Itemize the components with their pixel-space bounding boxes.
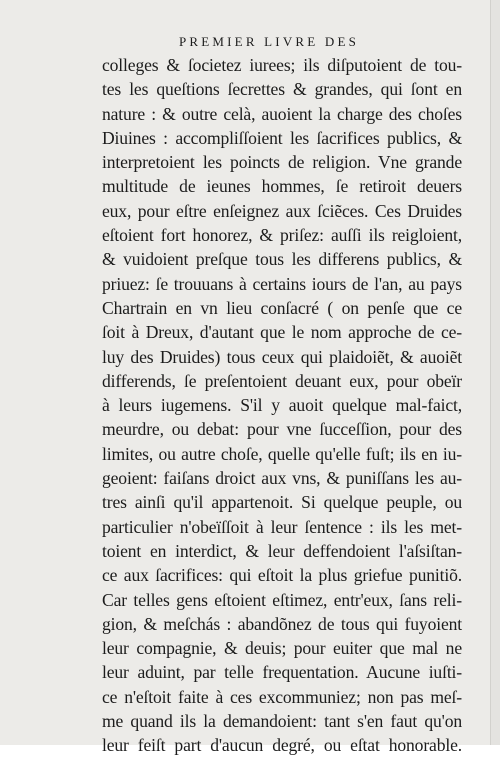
text-line: interpretoient les poincts de religion. Vne grande — [102, 152, 462, 173]
text-line: meurdre, ou debat: pour vne ſucceſſion, pour des — [102, 419, 462, 440]
text-line: Chartrain en vn lieu conſacré ( on penſe que ce — [102, 297, 462, 318]
text-line: & vuidoient preſque tous les differens publics, & — [102, 249, 462, 270]
body-text — [102, 53, 462, 758]
text-line: Car telles gens eſtoient eſtimez, entr'eux, ſans reli- — [102, 589, 462, 610]
text-line: particulier n'obeïſſoit à leur ſentence : ils les met- — [102, 516, 462, 537]
text-line: geoient: faiſans droict aux vns, & puniſſans les au- — [102, 468, 462, 489]
text-line: gion, & meſchás : abandõnez de tous qui fuyoient — [102, 613, 462, 634]
text-line: limites, ou autre choſe, quelle qu'elle fuſt; ils en iu- — [102, 443, 462, 464]
text-line: tes les queſtions ſecrettes & grandes, qui ſont en — [102, 79, 462, 100]
text-line: leur feiſt part d'aucun degré, ou eſtat honorable. — [102, 735, 462, 756]
text-line: eſtoient fort honorez, & priſez: auſſi ils reigloient, — [102, 225, 462, 246]
text-line: colleges & ſocietez iurees; ils diſputoient de tou- — [102, 55, 462, 75]
text-line: me quand ils la demandoient: tant s'en faut qu'on — [102, 711, 462, 732]
text-line: ce aux ſacrifices: qui eſtoit la plus griefue punitiõ. — [102, 565, 462, 586]
text-line: eux, pour eſtre enſeignez aux ſciẽces. Ces Druides — [102, 200, 462, 221]
text-line: à leurs iugemens. S'il y auoit quelque mal-faict, — [102, 395, 462, 416]
text-line: priuez: ſe trouuans à certains iours de l'an, au pays — [102, 273, 462, 294]
text-line: ſoit à Dreux, d'autant que le nom approche de ce- — [102, 322, 462, 343]
text-line: differends, ſe preſentoient deuant eux, pour obeïr — [102, 370, 462, 391]
text-line: leur aduint, par telle frequentation. Aucune iuſti- — [102, 662, 462, 683]
text-line: Diuines : accompliſſoient les ſacrifices publics, & — [102, 127, 462, 148]
text-line: ce n'eſtoit faite à ces excommuniez; non pas meſ- — [102, 686, 462, 707]
text-line: multitude de ieunes hommes, ſe retiroit deuers — [102, 176, 462, 197]
text-line: luy des Druides) tous ceux qui plaidoiẽt, & auoiẽt — [102, 346, 462, 367]
text-line: toient en interdict, & leur deffendoient l'aſsiſtan- — [102, 540, 462, 561]
text-line: tres ainſi qu'il appartenoit. Si quelque peuple, ou — [102, 492, 462, 513]
running-head: PREMIER LIVRE DES — [178, 34, 360, 49]
text-line: nature : & outre celà, auoient la charge des choſes — [102, 103, 462, 124]
text-line: leur compagnie, & deuis; pour euiter que mal ne — [102, 638, 462, 659]
page-edge — [490, 0, 500, 745]
